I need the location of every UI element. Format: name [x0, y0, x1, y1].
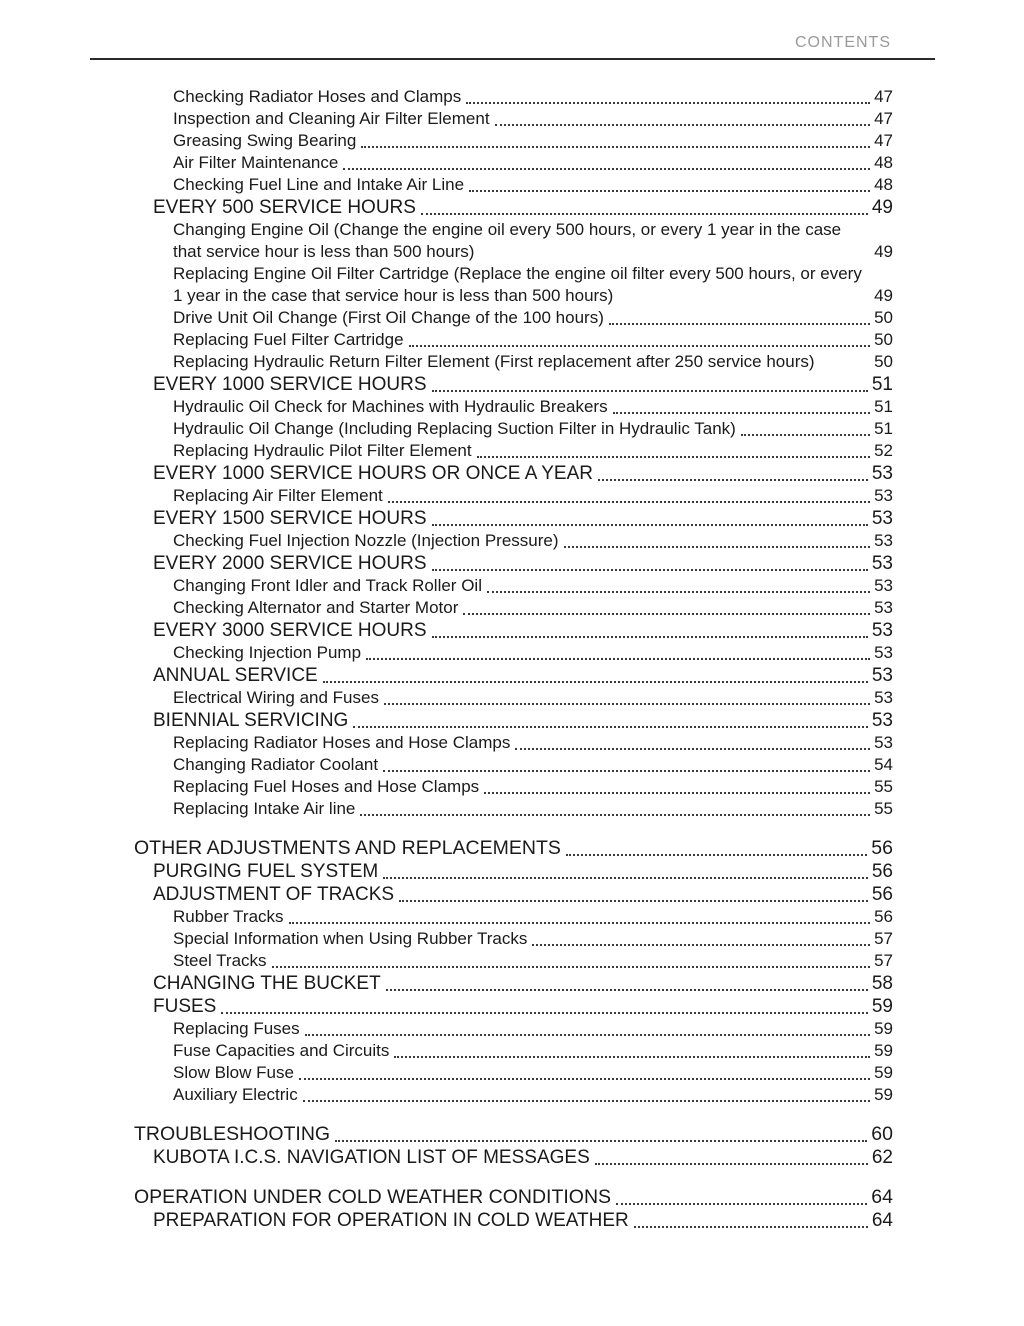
toc-entry-title: Changing Radiator Coolant: [173, 755, 379, 774]
toc-entry-title: Steel Tracks: [173, 951, 267, 970]
toc-entry: [134, 1084, 893, 1106]
toc-entry-title: EVERY 500 SERVICE HOURS: [153, 197, 416, 218]
toc-page-number: 55: [874, 777, 893, 796]
toc-page-number: 53: [871, 463, 893, 484]
toc-leader-dots: [477, 456, 871, 458]
toc-page-number: 58: [871, 973, 893, 994]
toc-entry-title: PREPARATION FOR OPERATION IN COLD WEATHER: [153, 1210, 629, 1231]
toc-leader-dots: [409, 345, 871, 347]
toc-leader-dots: [360, 814, 870, 816]
toc-entry: [134, 485, 893, 507]
toc-entry-title: Changing Front Idler and Track Roller Oil: [173, 576, 482, 595]
toc-page-number: 48: [874, 153, 893, 172]
toc-entry: [134, 86, 893, 108]
toc-page-number: 49: [874, 242, 893, 261]
toc-entry: [134, 776, 893, 798]
toc-page-number: 53: [874, 531, 893, 550]
toc-leader-dots: [383, 770, 870, 772]
toc-entry-title: ADJUSTMENT OF TRACKS: [153, 884, 395, 905]
toc-entry: [134, 552, 893, 575]
toc-leader-dots: [741, 434, 870, 436]
toc-entry-title: EVERY 1000 SERVICE HOURS OR ONCE A YEAR: [153, 463, 593, 484]
toc-page-number: 51: [871, 374, 893, 395]
toc-entry-title: Air Filter Maintenance: [173, 153, 339, 172]
toc-entry: [134, 329, 893, 351]
toc-entry: [134, 1146, 893, 1169]
toc-entry: [134, 972, 893, 995]
toc-entry-title: ANNUAL SERVICE: [153, 665, 318, 686]
toc-entry: [134, 664, 893, 687]
toc-entry-title: Replacing Engine Oil Filter Cartridge (Replace the engine oil filter every 500 hours, or every 1 year in the case that service hour is less than 500 hours): [173, 264, 862, 305]
toc-leader-dots: [515, 748, 870, 750]
toc-page-number: 59: [874, 1063, 893, 1082]
toc-leader-dots: [598, 479, 868, 481]
toc-page-number: 53: [874, 598, 893, 617]
toc-entry-title: Inspection and Cleaning Air Filter Element: [173, 109, 490, 128]
toc-leader-dots: [432, 390, 868, 392]
toc-entry-title: Slow Blow Fuse: [173, 1063, 294, 1082]
toc-page-number: 53: [871, 553, 893, 574]
toc-entry: [134, 108, 893, 130]
toc-leader-dots: [466, 102, 870, 104]
toc-entry-title: Replacing Fuses: [173, 1019, 300, 1038]
toc-leader-dots: [495, 124, 871, 126]
toc-entry: [134, 687, 893, 709]
toc-leader-dots: [399, 900, 868, 902]
toc-page-number: 47: [874, 131, 893, 150]
toc-leader-dots: [595, 1163, 868, 1165]
toc-entry-title: Checking Injection Pump: [173, 643, 362, 662]
toc-page-number: 53: [871, 620, 893, 641]
toc-entry-title: Rubber Tracks: [173, 907, 284, 926]
toc-entry: [134, 307, 893, 329]
toc-leader-dots: [335, 1140, 867, 1142]
toc-leader-dots: [384, 703, 870, 705]
toc-page-number: 62: [871, 1147, 893, 1168]
toc-leader-dots: [532, 944, 870, 946]
toc-page-number: 57: [874, 929, 893, 948]
toc-page-number: 47: [874, 109, 893, 128]
toc-entry: [134, 373, 893, 396]
toc-entry: [134, 219, 893, 263]
toc-entry-title: Changing Engine Oil (Change the engine oil every 500 hours, or every 1 year in the case that service hour is less than 500 hours): [173, 220, 842, 261]
toc-entry-title: FUSES: [153, 996, 217, 1017]
toc-entry-title: Checking Radiator Hoses and Clamps: [173, 87, 462, 106]
toc-page-number: 59: [874, 1041, 893, 1060]
toc-entry-title: Electrical Wiring and Fuses: [173, 688, 379, 707]
toc-entry: [134, 396, 893, 418]
toc-page-number: 53: [874, 643, 893, 662]
toc-leader-dots: [221, 1012, 868, 1014]
toc-entry-title: EVERY 1500 SERVICE HOURS: [153, 508, 427, 529]
toc-entry-title: BIENNIAL SERVICING: [153, 710, 349, 731]
toc-entry: [134, 754, 893, 776]
toc-leader-dots: [303, 1100, 870, 1102]
toc-leader-dots: [323, 681, 868, 683]
toc-leader-dots: [394, 1056, 870, 1058]
toc-page-number: 55: [874, 799, 893, 818]
toc-leader-dots: [566, 854, 867, 856]
toc-entry-title: Replacing Air Filter Element: [173, 486, 383, 505]
toc-entry: [134, 507, 893, 530]
toc-page-number: 50: [874, 352, 893, 371]
toc-entry: [134, 462, 893, 485]
toc-leader-dots: [613, 412, 870, 414]
toc-entry: [134, 263, 893, 307]
toc-leader-dots: [487, 591, 870, 593]
toc-entry-title: PURGING FUEL SYSTEM: [153, 861, 379, 882]
toc-page-number: 60: [871, 1123, 893, 1145]
toc-leader-dots: [484, 792, 870, 794]
toc-leader-dots: [343, 168, 870, 170]
toc-entry-title: Replacing Radiator Hoses and Hose Clamps: [173, 733, 511, 752]
toc-page-number: 53: [871, 508, 893, 529]
toc-page-number: 64: [871, 1210, 893, 1231]
toc-entry-title: Replacing Hydraulic Pilot Filter Element: [173, 441, 472, 460]
toc-leader-dots: [289, 922, 871, 924]
page-header: [90, 0, 935, 58]
toc-leader-dots: [432, 569, 868, 571]
toc-entry-title: Checking Fuel Line and Intake Air Line: [173, 175, 465, 194]
toc-page-number: 56: [871, 884, 893, 905]
toc-page-number: 48: [874, 175, 893, 194]
toc-leader-dots: [432, 524, 868, 526]
toc-entry-title: OTHER ADJUSTMENTS AND REPLACEMENTS: [134, 837, 561, 859]
toc-page-number: 53: [874, 576, 893, 595]
toc-entry: [134, 196, 893, 219]
toc-entry-title: Replacing Hydraulic Return Filter Element (First replacement after 250 service hours): [173, 352, 815, 371]
toc-page-number: 51: [874, 397, 893, 416]
toc-page-number: 49: [871, 197, 893, 218]
toc-entry-title: Fuse Capacities and Circuits: [173, 1041, 390, 1060]
toc-entry: [134, 1040, 893, 1062]
toc-page-number: 47: [874, 87, 893, 106]
toc-entry: [134, 152, 893, 174]
toc-entry: [134, 860, 893, 883]
toc-entry-title: Replacing Intake Air line: [173, 799, 356, 818]
toc-leader-dots: [299, 1078, 870, 1080]
toc-entry-title: Hydraulic Oil Check for Machines with Hydraulic Breakers: [173, 397, 608, 416]
toc-leader-dots: [421, 213, 868, 215]
toc-leader-dots: [469, 190, 870, 192]
toc-entry: [134, 709, 893, 732]
toc-page-number: 53: [874, 733, 893, 752]
toc-entry: [134, 130, 893, 152]
toc-entry: [134, 1209, 893, 1232]
toc-entry: [134, 995, 893, 1018]
toc-leader-dots: [361, 146, 870, 148]
contents-header-label: CONTENTS: [795, 34, 891, 51]
toc-entry: [134, 1122, 893, 1146]
toc-page-number: 53: [871, 665, 893, 686]
toc-leader-dots: [366, 658, 870, 660]
toc-page-number: 52: [874, 441, 893, 460]
toc-entry: [134, 798, 893, 820]
toc-entry: [134, 418, 893, 440]
toc-page-number: 56: [874, 907, 893, 926]
toc-leader-dots: [616, 1203, 867, 1205]
toc-entry: [134, 597, 893, 619]
toc-entry-title: Drive Unit Oil Change (First Oil Change of the 100 hours): [173, 308, 604, 327]
toc-leader-dots: [305, 1034, 870, 1036]
toc-entry: [134, 732, 893, 754]
toc-entry: [134, 906, 893, 928]
toc-page-number: 59: [874, 1019, 893, 1038]
toc-page-number: 53: [874, 688, 893, 707]
toc-entry-title: Replacing Fuel Filter Cartridge: [173, 330, 404, 349]
toc-entry-title: TROUBLESHOOTING: [134, 1123, 331, 1145]
toc-page-number: 54: [874, 755, 893, 774]
toc-leader-dots: [564, 546, 871, 548]
toc-entry-title: EVERY 2000 SERVICE HOURS: [153, 553, 427, 574]
toc-entry-title: Checking Fuel Injection Nozzle (Injection Pressure): [173, 531, 559, 550]
toc-entry: [134, 174, 893, 196]
toc-page-number: 53: [871, 710, 893, 731]
toc-entry-title: OPERATION UNDER COLD WEATHER CONDITIONS: [134, 1186, 612, 1208]
toc-entry: [134, 836, 893, 860]
toc-page-number: 53: [874, 486, 893, 505]
toc-entry: [134, 619, 893, 642]
toc-page-number: 56: [871, 837, 893, 859]
toc-entry-title: Special Information when Using Rubber Tracks: [173, 929, 528, 948]
toc-page-number: 59: [874, 1085, 893, 1104]
toc-entry-title: EVERY 1000 SERVICE HOURS: [153, 374, 427, 395]
toc-entry-title: Greasing Swing Bearing: [173, 131, 357, 150]
toc-entry-title: Auxiliary Electric: [173, 1085, 298, 1104]
toc-list: [0, 60, 1024, 1232]
toc-page-number: 49: [874, 286, 893, 305]
toc-leader-dots: [432, 636, 868, 638]
toc-entry: [134, 575, 893, 597]
toc-leader-dots: [388, 501, 870, 503]
toc-entry: [134, 351, 893, 373]
toc-entry: [134, 440, 893, 462]
toc-leader-dots: [383, 877, 868, 879]
toc-page-number: 50: [874, 308, 893, 327]
toc-entry: [134, 883, 893, 906]
toc-entry: [134, 1062, 893, 1084]
toc-page-number: 57: [874, 951, 893, 970]
toc-entry: [134, 1185, 893, 1209]
toc-entry-title: EVERY 3000 SERVICE HOURS: [153, 620, 427, 641]
toc-entry: [134, 928, 893, 950]
toc-page-number: 59: [871, 996, 893, 1017]
toc-page-number: 50: [874, 330, 893, 349]
toc-entry-title: Checking Alternator and Starter Motor: [173, 598, 459, 617]
toc-entry-title: CHANGING THE BUCKET: [153, 973, 381, 994]
toc-entry: [134, 642, 893, 664]
toc-page-number: 51: [874, 419, 893, 438]
toc-page-number: 56: [871, 861, 893, 882]
toc-entry: [134, 530, 893, 552]
toc-leader-dots: [609, 323, 870, 325]
toc-leader-dots: [353, 726, 868, 728]
toc-entry-title: Replacing Fuel Hoses and Hose Clamps: [173, 777, 480, 796]
toc-leader-dots: [634, 1226, 868, 1228]
toc-leader-dots: [386, 989, 868, 991]
toc-entry: [134, 950, 893, 972]
toc-entry: [134, 1018, 893, 1040]
toc-leader-dots: [463, 613, 870, 615]
toc-entry-title: KUBOTA I.C.S. NAVIGATION LIST OF MESSAGES: [153, 1147, 590, 1168]
toc-entry-title: Hydraulic Oil Change (Including Replacing Suction Filter in Hydraulic Tank): [173, 419, 736, 438]
toc-page-number: 64: [871, 1186, 893, 1208]
toc-leader-dots: [272, 966, 871, 968]
